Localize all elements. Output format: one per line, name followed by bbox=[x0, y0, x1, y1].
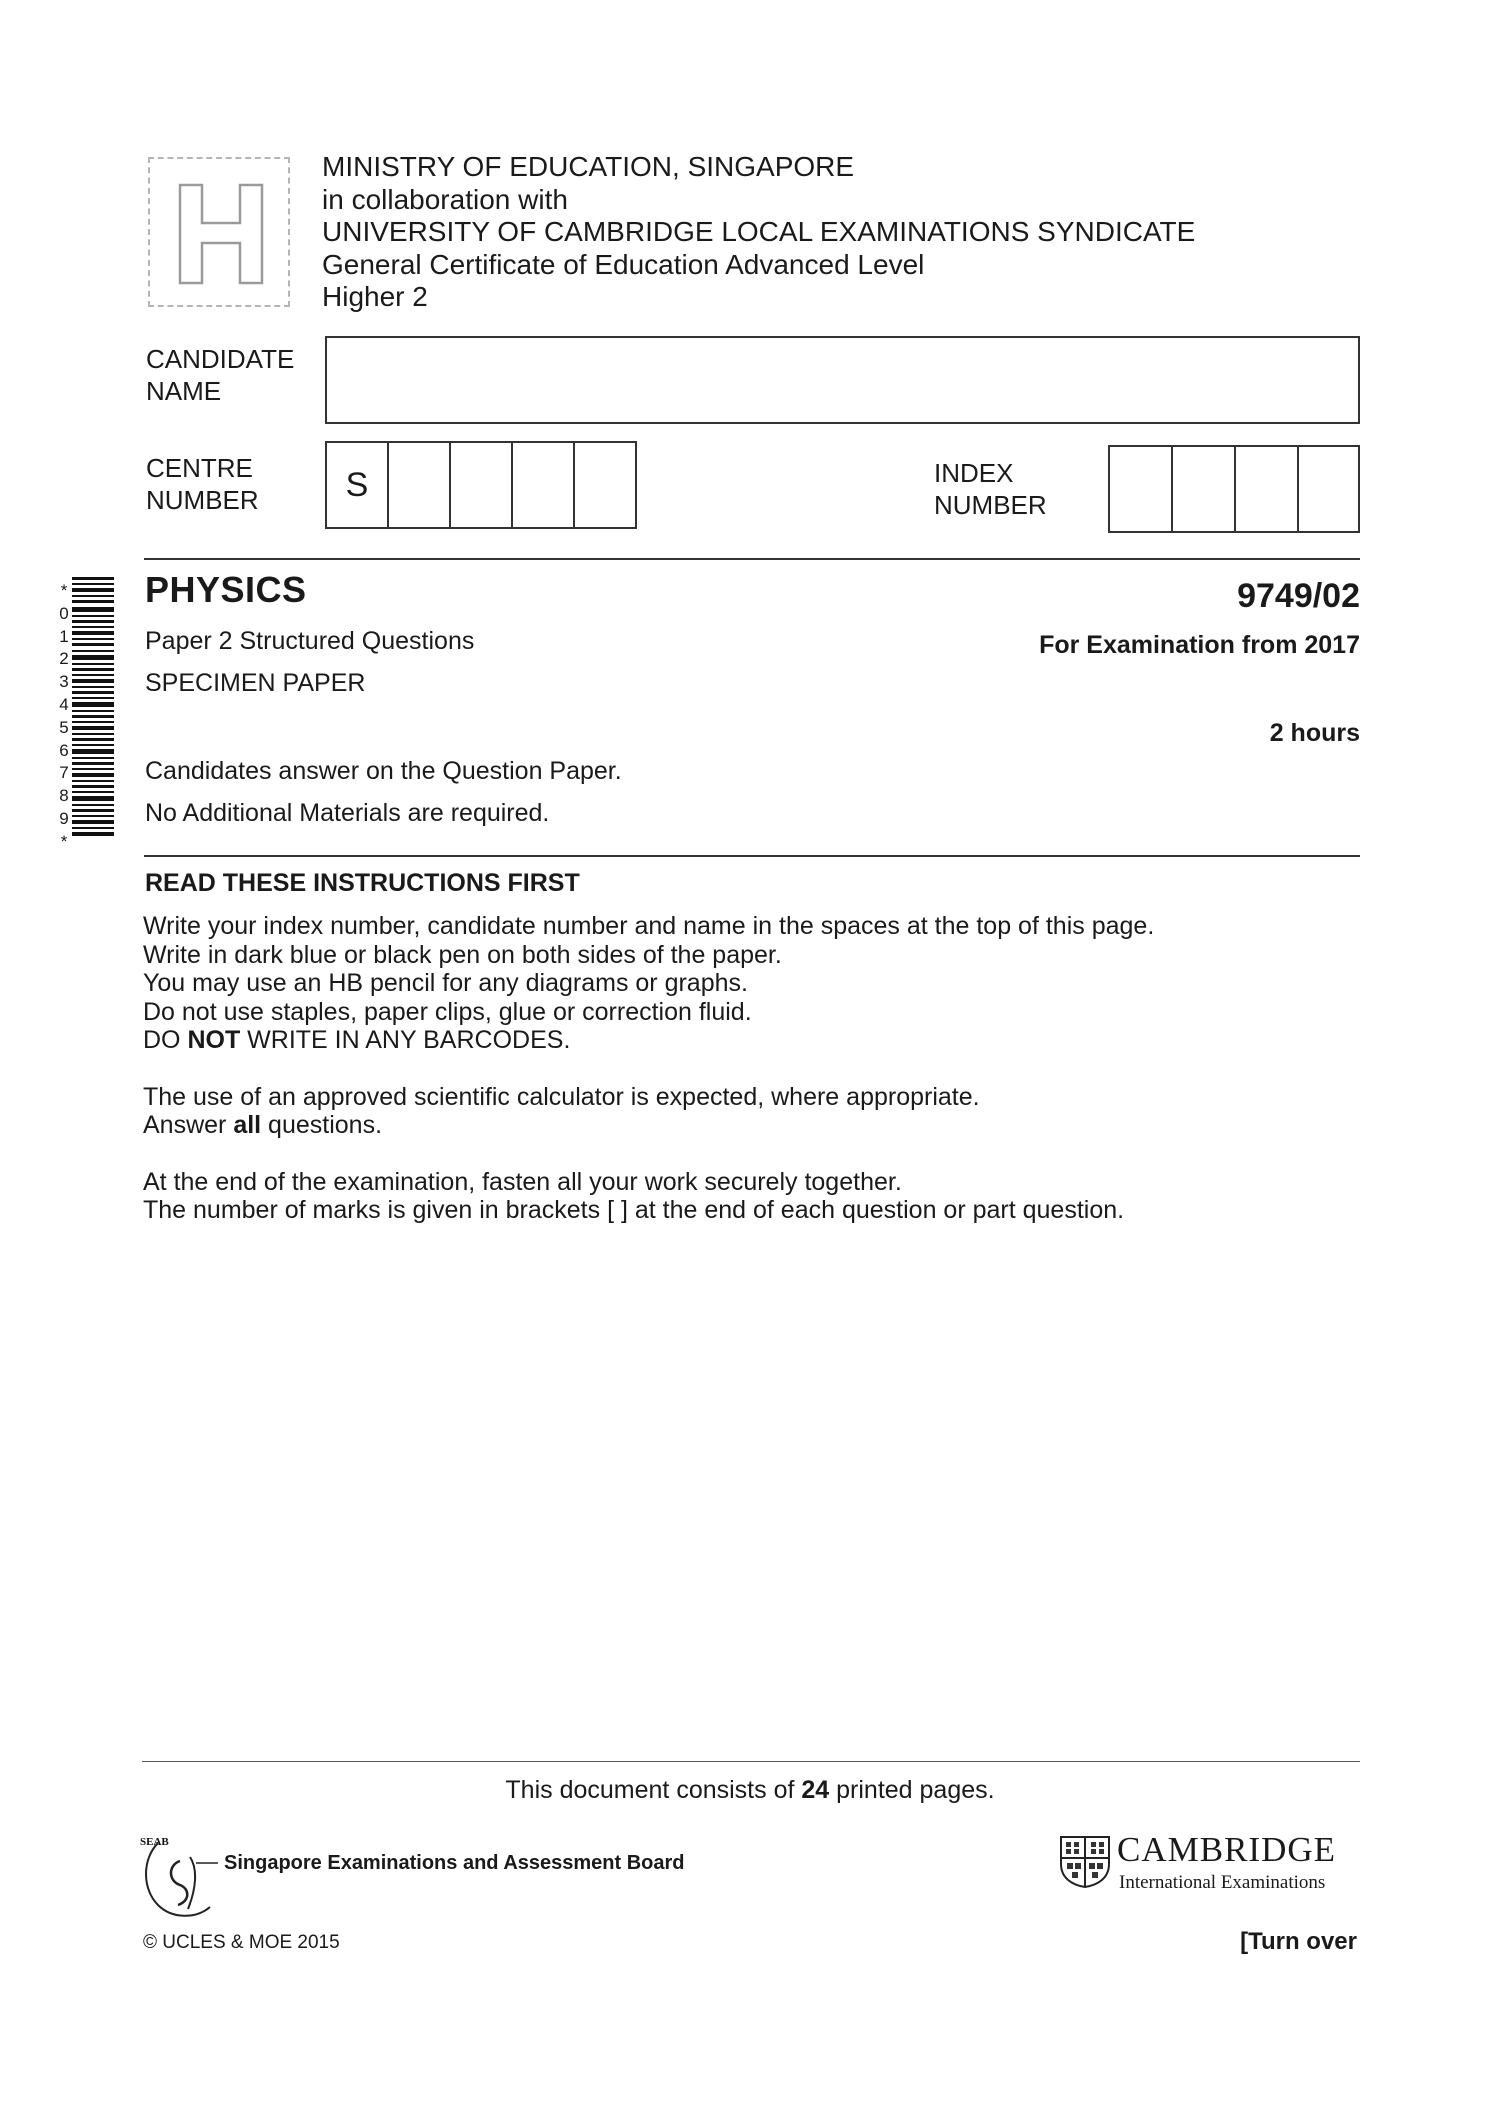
centre-number-boxes bbox=[325, 441, 637, 529]
copyright: © UCLES & MOE 2015 bbox=[143, 1932, 340, 1953]
centre-digit-box[interactable] bbox=[575, 443, 635, 527]
index-number-label: INDEX NUMBER bbox=[934, 458, 1047, 520]
instruction-line: The use of an approved scientific calculator is expected, where appropriate. bbox=[143, 1082, 980, 1111]
exam-year: For Examination from 2017 bbox=[1039, 631, 1360, 659]
divider-top bbox=[144, 558, 1360, 560]
paper-name: Paper 2 Structured Questions bbox=[145, 627, 475, 655]
instructions-body bbox=[143, 912, 1154, 1253]
centre-digit-box[interactable] bbox=[513, 443, 575, 527]
index-digit-box[interactable] bbox=[1110, 447, 1173, 531]
answer-note: Candidates answer on the Question Paper. bbox=[145, 757, 622, 785]
duration: 2 hours bbox=[1269, 719, 1360, 747]
h-letter-icon bbox=[174, 181, 268, 287]
candidate-name-box[interactable] bbox=[325, 336, 1360, 424]
page-count-note: This document consists of 24 printed pages. bbox=[505, 1776, 995, 1804]
subject-title: PHYSICS bbox=[145, 569, 307, 610]
instructions-heading: READ THESE INSTRUCTIONS FIRST bbox=[145, 869, 580, 897]
instruction-line: Write in dark blue or black pen on both sides of the paper. bbox=[143, 940, 782, 969]
instruction-line: At the end of the examination, fasten all your work securely together. bbox=[143, 1167, 902, 1196]
index-digit-box[interactable] bbox=[1173, 447, 1236, 531]
paper-code: 9749/02 bbox=[1237, 577, 1360, 615]
candidate-name-label: CANDIDATE NAME bbox=[146, 344, 295, 406]
divider-middle bbox=[144, 855, 1360, 857]
instruction-line: Write your index number, candidate number and name in the spaces at the top of this page. bbox=[143, 912, 1155, 940]
index-digit-box[interactable] bbox=[1236, 447, 1299, 531]
index-digit-box[interactable] bbox=[1299, 447, 1358, 531]
svg-text:SEAB: SEAB bbox=[140, 1836, 169, 1848]
instruction-line: The number of marks is given in brackets [ ] at the end of each question or part question. bbox=[143, 1196, 1125, 1224]
centre-digit-box[interactable] bbox=[389, 443, 451, 527]
divider-footer bbox=[142, 1761, 1360, 1762]
seab-logo bbox=[138, 1823, 228, 1928]
seab-name: Singapore Examinations and Assessment Board bbox=[224, 1852, 685, 1874]
instruction-answer-all: Answer all questions. bbox=[143, 1111, 383, 1139]
centre-digit-box[interactable] bbox=[451, 443, 513, 527]
materials-note: No Additional Materials are required. bbox=[145, 799, 550, 827]
header-line-ministry: MINISTRY OF EDUCATION, SINGAPORE bbox=[322, 151, 855, 182]
header-line-collab: in collaboration with bbox=[322, 183, 568, 215]
cambridge-sub: International Examinations bbox=[1119, 1872, 1326, 1893]
instruction-barcode-line: DO NOT WRITE IN ANY BARCODES. bbox=[143, 1026, 571, 1054]
paper-type: SPECIMEN PAPER bbox=[145, 669, 366, 697]
header-line-ucles: UNIVERSITY OF CAMBRIDGE LOCAL EXAMINATIONS SYNDICATE bbox=[322, 216, 1196, 247]
instruction-line: Do not use staples, paper clips, glue or correction fluid. bbox=[143, 997, 752, 1026]
header-line-gce: General Certificate of Education Advanced Level bbox=[322, 248, 925, 280]
cambridge-name: CAMBRIDGE bbox=[1117, 1830, 1337, 1869]
header-line-level: Higher 2 bbox=[322, 281, 428, 312]
centre-prefix-cell: S bbox=[327, 443, 389, 527]
centre-number-label: CENTRE NUMBER bbox=[146, 453, 259, 515]
header-text bbox=[322, 151, 1195, 314]
index-number-boxes bbox=[1108, 445, 1360, 533]
barcode-digits: * 0 1 2 3 4 5 6 7 8 9 * bbox=[59, 581, 69, 851]
cambridge-crest-icon bbox=[1058, 1834, 1112, 1893]
instruction-line: You may use an HB pencil for any diagrams or graphs. bbox=[143, 969, 748, 997]
h-logo bbox=[148, 157, 290, 307]
turn-over: [Turn over bbox=[1240, 1928, 1357, 1955]
